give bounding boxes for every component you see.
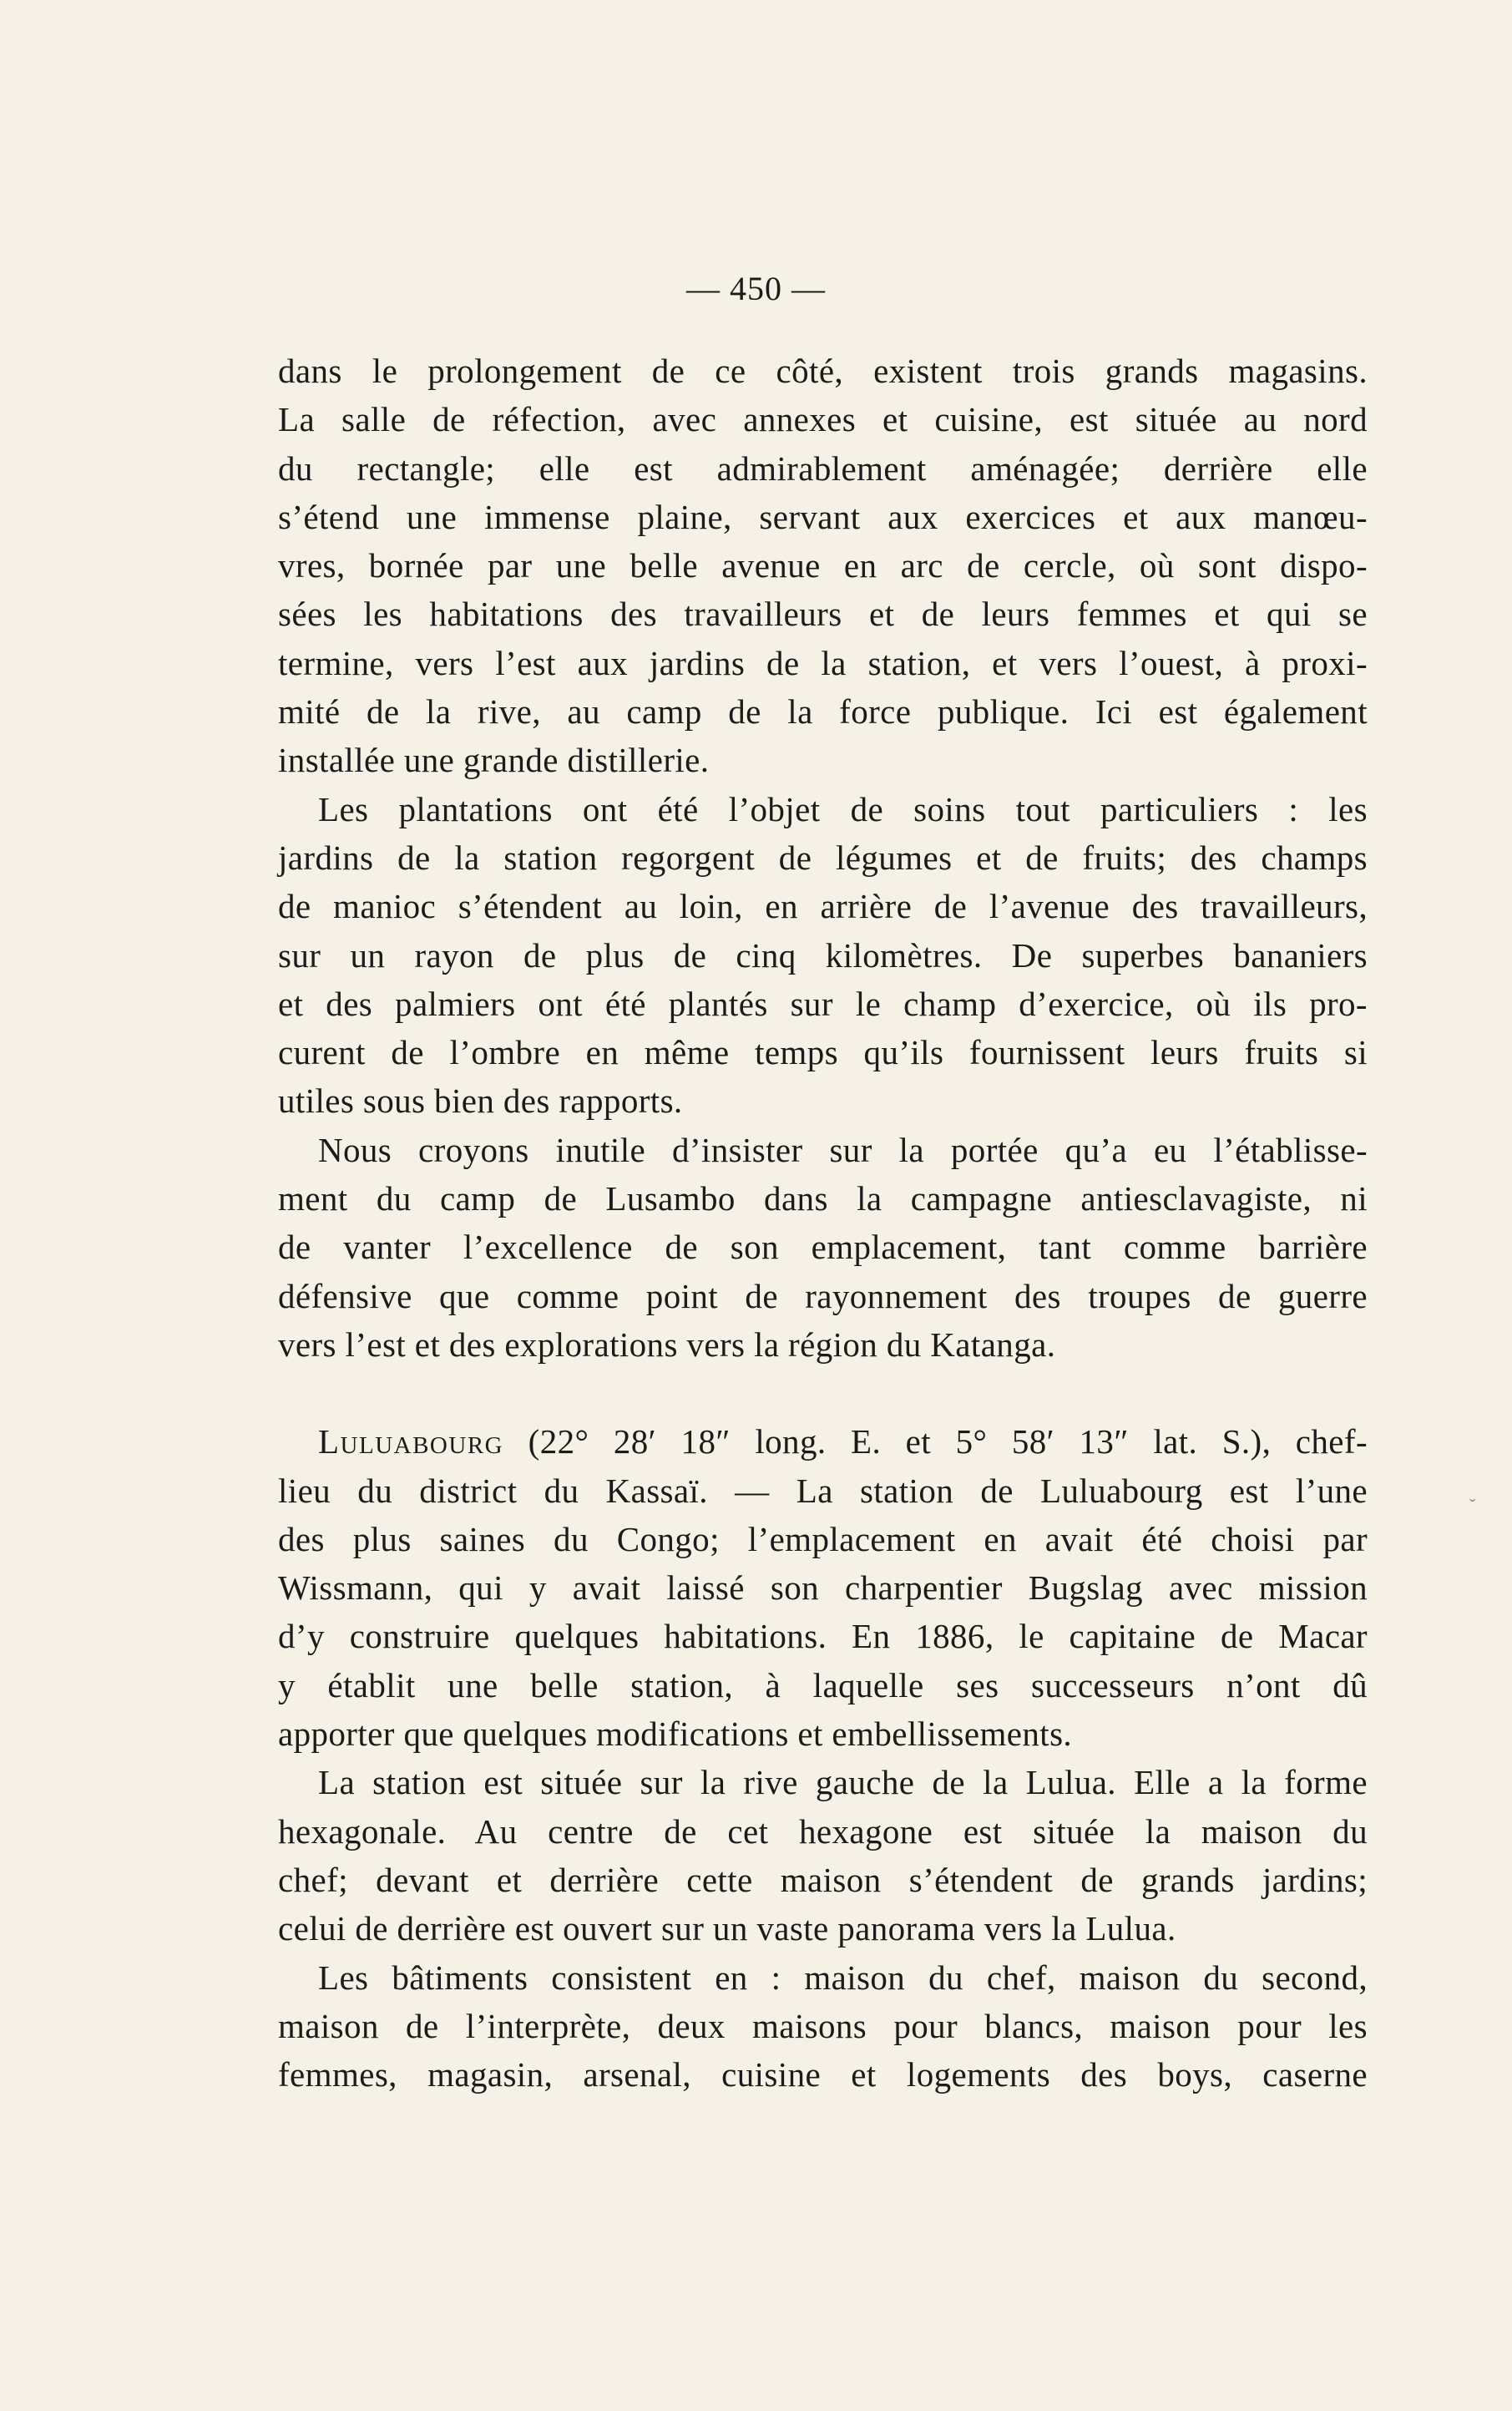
paragraph-5 [278,1758,1368,1953]
page-number: — 450 — [686,270,826,307]
text-line: ment du camp de Lusambo dans la campagne antiesclavagiste, ni [278,1179,1368,1218]
paragraph-3 [278,1126,1368,1369]
text-line: termine, vers l’est aux jardins de la station, et vers l’ouest, à proxi- [278,643,1368,682]
text-line: dans le prolongement de ce côté, existent trois grands magasins. [278,352,1368,390]
text-line: Wissmann, qui y avait laissé son charpentier Bugslag avec mission [278,1568,1368,1608]
text-line: Nous croyons inutile d’insister sur la portée qu’a eu l’établisse- [318,1130,1368,1169]
body-text [278,347,1368,2099]
text-line: curent de l’ombre en même temps qu’ils fournissent leurs fruits si [278,1033,1368,1072]
paragraph-6 [278,1953,1368,2099]
text-line: apporter que quelques modifications et embellissements. [278,1715,1073,1754]
text-line: La salle de réfection, avec annexes et cuisine, est située au nord [278,400,1368,439]
text-line: défensive que comme point de rayonnement des troupes de guerre [278,1276,1368,1315]
section-gap [278,1369,1368,1417]
section-heading-line [278,1417,1368,1466]
text-line: maison de l’interprète, deux maisons pour blancs, maison pour les [278,2006,1368,2045]
text-line: s’étend une immense plaine, servant aux exercices et aux manœu- [278,497,1368,536]
text-line: lieu du district du Kassaï. — La station de Luluabourg est l’une [278,1471,1368,1510]
text-line: chef; devant et derrière cette maison s’étendent de grands jardins; [278,1860,1368,1899]
text-line: Les bâtiments consistent en : maison du chef, maison du second, [318,1958,1368,1997]
coordinates-text: (22° 28′ 18″ long. E. et 5° 58′ 13″ lat. S.), chef- [503,1422,1368,1461]
text-line: d’y construire quelques habitations. En 1886, le capitaine de Macar [278,1617,1368,1656]
margin-mark: ˇ [1469,1495,1476,1516]
text-line: de manioc s’étendent au loin, en arrière de l’avenue des travailleurs, [278,887,1368,926]
paragraph-4 [278,1466,1368,1759]
text-line: La station est située sur la rive gauche de la Lulua. Elle a la forme [318,1763,1368,1802]
text-line: vers l’est et des explorations vers la région du Katanga. [278,1325,1056,1364]
text-line: hexagonale. Au centre de cet hexagone est située la maison du [278,1811,1368,1851]
text-line: du rectangle; elle est admirablement aménagée; derrière elle [278,448,1368,488]
text-line: des plus saines du Congo; l’emplacement en avait été choisi par [278,1519,1368,1558]
text-line: utiles sous bien des rapports. [278,1081,683,1121]
text-line: Les plantations ont été l’objet de soins tout particuliers : les [318,789,1368,828]
text-line: jardins de la station regorgent de légumes et de fruits; des champs [278,838,1368,877]
text-line: mité de la rive, au camp de la force publique. Ici est également [278,692,1368,732]
paragraph-2 [278,785,1368,1126]
text-line: sur un rayon de plus de cinq kilomètres. De superbes bananiers [278,935,1368,975]
text-line: vres, bornée par une belle avenue en arc de cercle, où sont dispo- [278,546,1368,585]
text-line: de vanter l’excellence de son emplacement, tant comme barrière [278,1228,1368,1267]
text-line: installée une grande distillerie. [278,741,710,780]
text-line: femmes, magasin, arsenal, cuisine et logements des boys, caserne [278,2055,1368,2094]
text-line: y établit une belle station, à laquelle ses successeurs n’ont dû [278,1665,1368,1704]
place-name: Luluabourg [318,1422,504,1461]
text-line: et des palmiers ont été plantés sur le champ d’exercice, où ils pro- [278,984,1368,1023]
section-luluabourg [278,1417,1368,1466]
text-line: celui de derrière est ouvert sur un vaste panorama vers la Lulua. [278,1909,1176,1948]
text-line: sées les habitations des travailleurs et de leurs femmes et qui se [278,595,1368,634]
paragraph-1 [278,347,1368,785]
